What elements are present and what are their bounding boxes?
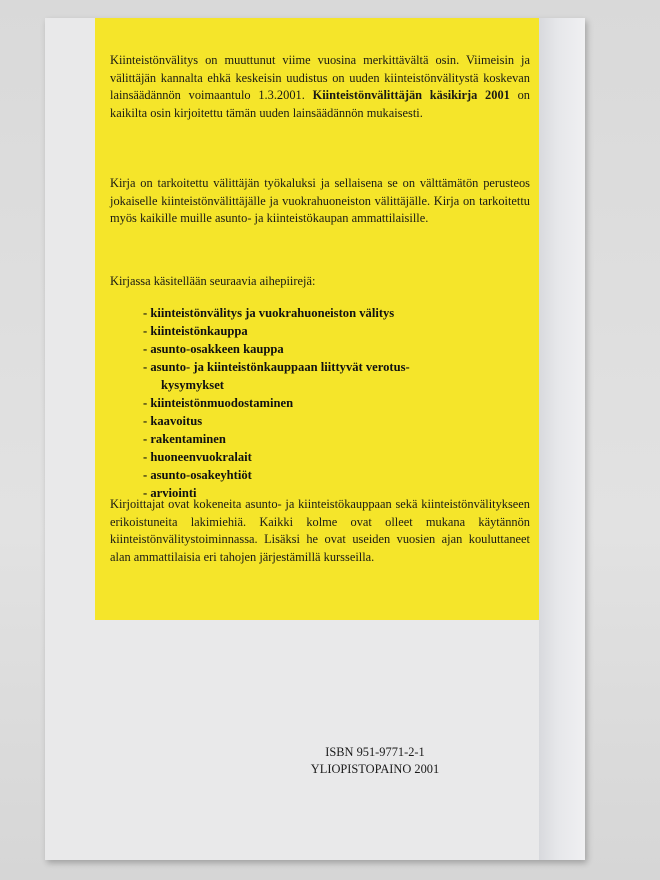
intro-text-before: Kiinteistönvälitys on muuttunut viime vuosina merkittävältä osin. Viimeisin ja välittäjän kannalta ehkä keskeisin uudistus on uuden kiinteistönvälitystä koskevan lainsäädännön voimaantulo 1.3.2001.	[110, 53, 530, 102]
topics-list	[143, 304, 533, 502]
list-item: - kiinteistönkauppa	[143, 324, 248, 338]
list-item: - arviointi	[143, 486, 197, 500]
list-item-continuation: kysymykset	[161, 378, 224, 392]
publisher-name: YLIOPISTOPAINO 2001	[310, 762, 440, 776]
publication-info	[285, 744, 465, 778]
authors-text: Kirjoittajat ovat kokeneita asunto- ja kiinteistökauppaan sekä kiinteistönvälitykseen erikoistuneita lakimiehiä. Kaikki kolme ovat olleet mukana käytännön kiinteistönvälitystoiminnassa. Lisäksi he ovat useiden vuosien ajan kouluttaneet alan ammattilaisia eri tahojen järjestämillä kursseilla.	[110, 497, 530, 564]
isbn-number: ISBN 951-9771-2-1	[325, 745, 425, 759]
list-item: - huoneenvuokralait	[143, 450, 252, 464]
list-item: - kiinteistönvälitys ja vuokrahuoneiston välitys	[143, 306, 395, 320]
book-back-cover	[45, 18, 585, 860]
list-item-multiline	[143, 358, 533, 394]
list-item: - asunto-osakkeen kauppa	[143, 342, 284, 356]
list-item: - kiinteistönmuodostaminen	[143, 396, 294, 410]
topics-intro-text: Kirjassa käsitellään seuraavia aihepiirejä:	[110, 274, 316, 288]
list-item: - asunto-osakeyhtiöt	[143, 468, 252, 482]
list-item-text: - asunto- ja kiinteistönkauppaan liittyvät verotus-	[143, 360, 410, 374]
purpose-paragraph	[110, 175, 530, 228]
topics-intro	[110, 273, 530, 291]
intro-text-after: on kaikilta osin kirjoitettu tämän uuden lainsäädännön mukaisesti.	[110, 88, 530, 120]
list-item: - kaavoitus	[143, 414, 203, 428]
list-item: - rakentaminen	[143, 432, 226, 446]
purpose-text: Kirja on tarkoitettu välittäjän työkaluksi ja sellaisena se on välttämätön perusteos jokaiselle kiinteistönvälittäjälle ja vuokrahuoneiston välittäjälle. Kirja on tarkoitettu myös kaikille muille asunto- ja kiinteistökaupan ammattilaisille.	[110, 176, 530, 225]
authors-paragraph	[110, 496, 530, 566]
page-edges	[539, 18, 585, 860]
book-title-inline: Kiinteistönvälittäjän käsikirja 2001	[312, 88, 510, 102]
intro-paragraph	[110, 52, 530, 122]
